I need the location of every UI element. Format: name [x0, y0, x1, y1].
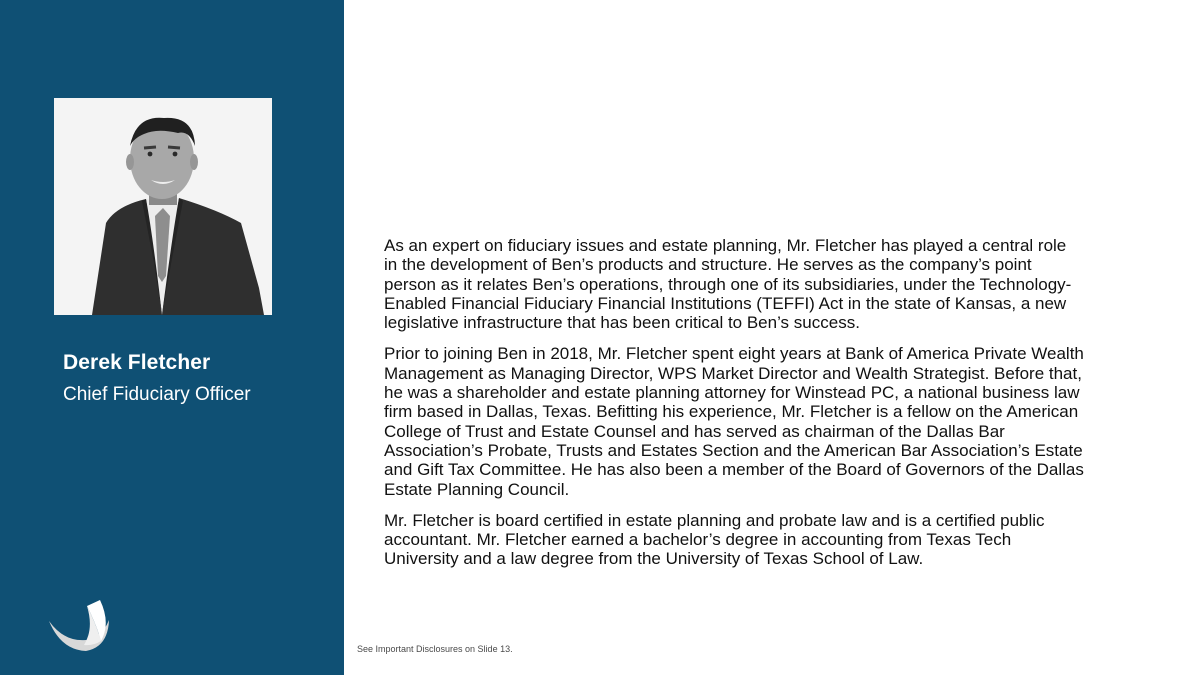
- profile-sidebar: [0, 0, 344, 675]
- biography-text: [384, 236, 1084, 581]
- profile-title: Chief Fiduciary Officer: [63, 384, 251, 405]
- headshot-photo: [54, 98, 272, 315]
- bio-paragraph-3: Mr. Fletcher is board certified in estate planning and probate law and is a certified public accountant. Mr. Fletcher earned a bachelor’s degree in accounting from Texas Tech University and a law degree from the University of Texas School of Law.: [384, 510, 1045, 569]
- bio-paragraph-1: As an expert on fiduciary issues and estate planning, Mr. Fletcher has played a central role in the development of Ben’s products and structure. He serves as the company’s point person as it relates Ben’s operations, through one of its subsidiaries, under the Technology-Enabled Financial Fiduciary Financial Institutions (TEFFI) Act in the state of Kansas, a new legislative infrastructure that has been critical to Ben’s success.: [384, 236, 1072, 333]
- disclosure-note: See Important Disclosures on Slide 13.: [357, 644, 513, 654]
- headshot-image: [54, 98, 272, 315]
- profile-name: Derek Fletcher: [63, 351, 211, 374]
- ben-logo-icon: [48, 598, 112, 654]
- bio-paragraph-2: Prior to joining Ben in 2018, Mr. Fletcher spent eight years at Bank of America Private Wealth Management as Managing Director, WPS Market Director and Wealth Strategist. Before that, he was a shareholder and estate planning attorney for Winstead PC, a national business law firm based in Dallas, Texas. Befitting his experience, Mr. Fletcher is a fellow on the American College of Trust and Estate Counsel and has served as chairman of the Dallas Bar Association’s Probate, Trusts and Estates Section and the American Bar Association’s Estate and Gift Tax Committee. He has also been a member of the Board of Governors of the Dallas Estate Planning Council.: [384, 344, 1084, 499]
